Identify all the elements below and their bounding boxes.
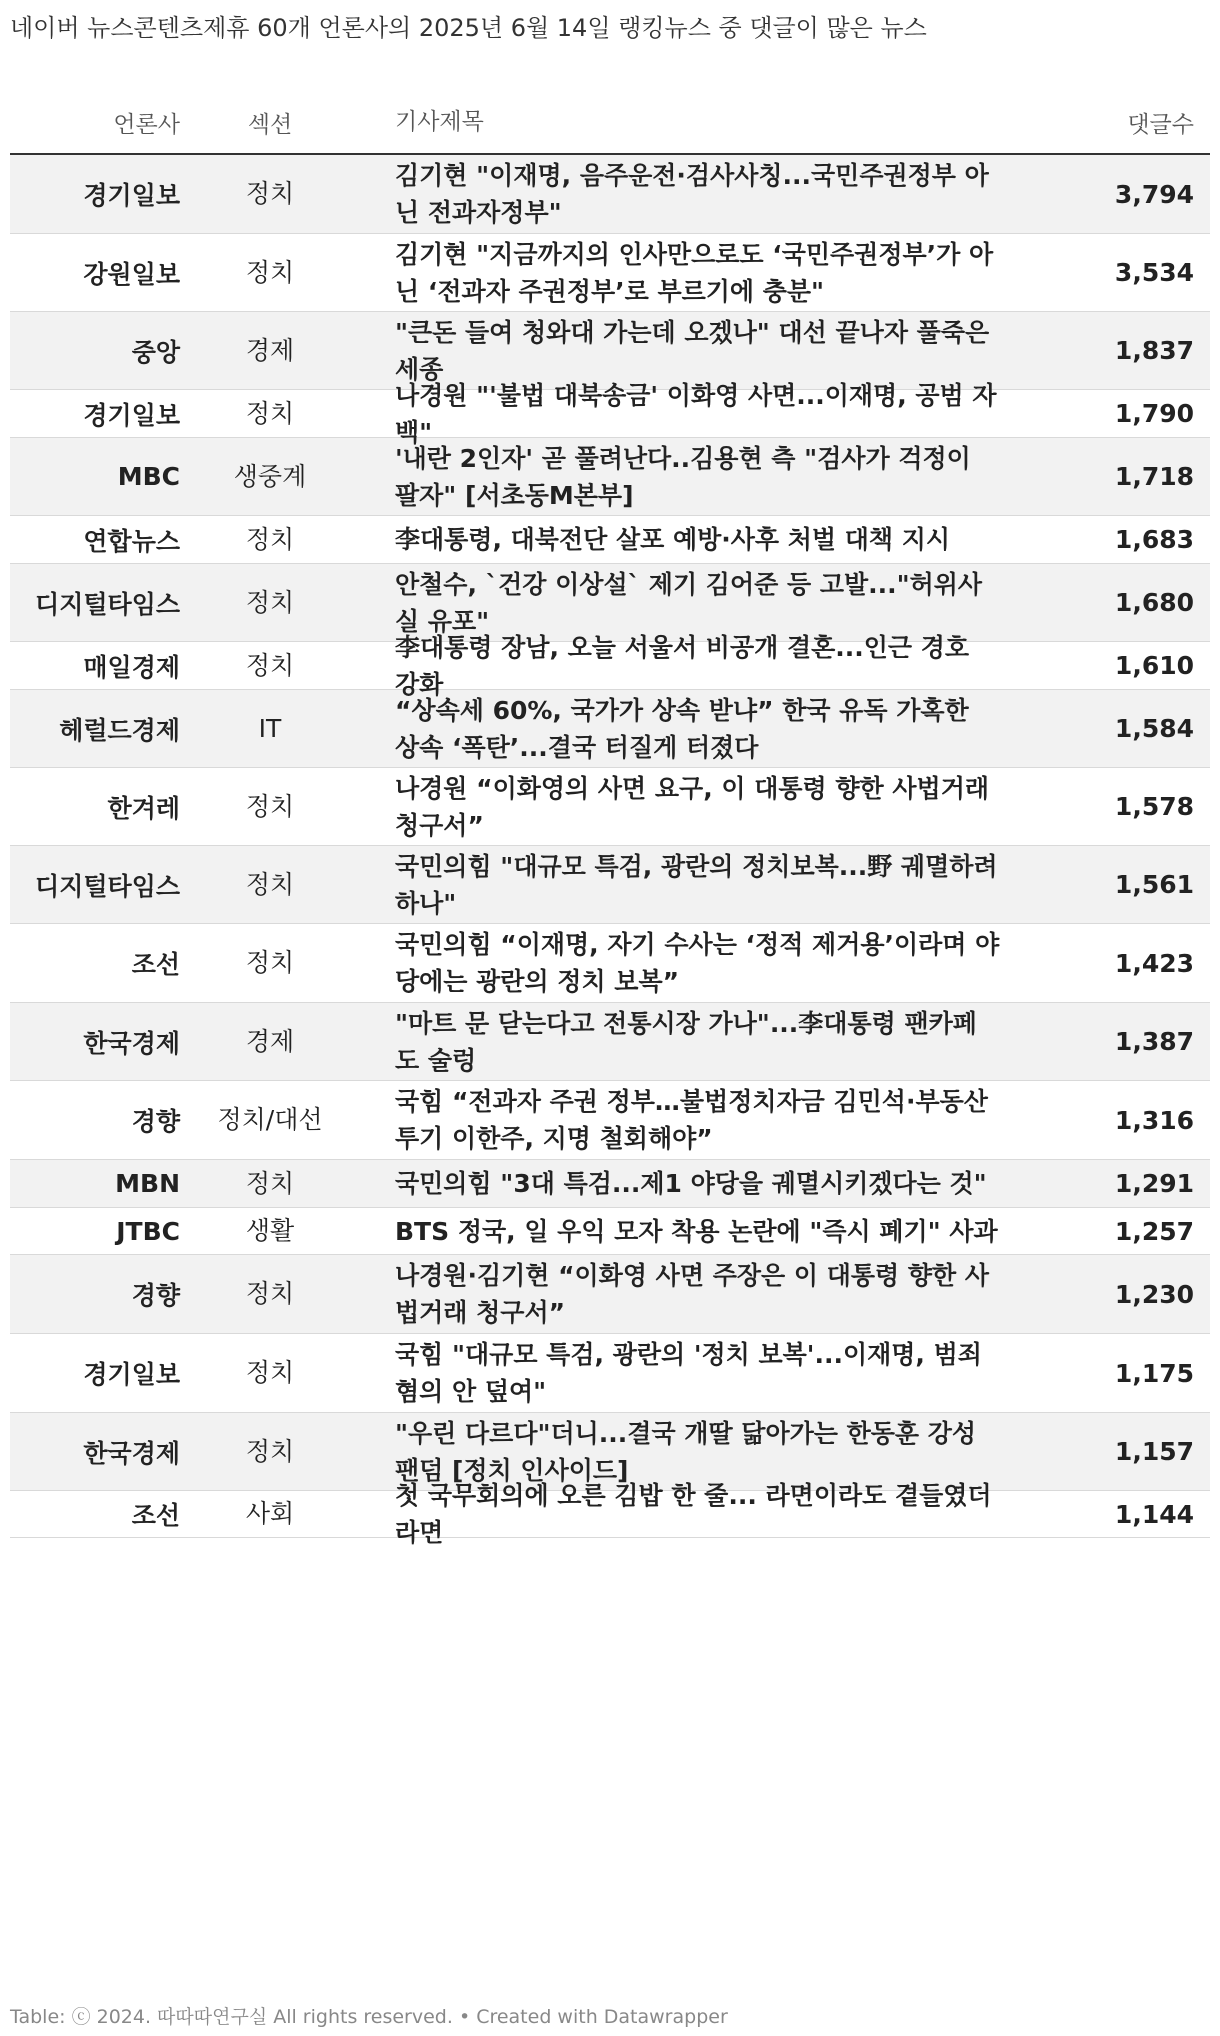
section-cell: 정치 <box>245 398 295 428</box>
section-cell: 생활 <box>245 1216 295 1245</box>
comment-count-cell: 1,718 <box>1114 462 1194 491</box>
article-title-cell: 국민의힘 "대규모 특검, 광란의 정치보복...野 궤멸하려 하나" <box>395 851 998 918</box>
article-title-cell: '내란 2인자' 곧 풀려난다..김용현 측 "검사가 걱정이 팔자" [서초동M본부] <box>395 443 971 510</box>
comment-count-cell: 1,257 <box>1114 1216 1194 1246</box>
publisher-cell: MBC <box>117 462 180 491</box>
article-title-cell: 국민의힘 “이재명, 자기 수사는 ‘정적 제거용’이라며 야당에는 광란의 정치 보복” <box>395 930 1000 996</box>
article-title-cell: 나경원 "'불법 대북송금' 이화영 사면...이재명, 공범 자백" <box>395 380 997 447</box>
section-cell: 정치 <box>245 587 295 617</box>
table-row <box>10 155 1210 234</box>
comment-count-cell: 1,578 <box>1114 792 1194 821</box>
header-comments[interactable]: 댓글수 <box>1127 112 1194 138</box>
section-cell: 정치/대선 <box>217 1105 323 1134</box>
page-title: 네이버 뉴스콘텐츠제휴 60개 언론사의 2025년 6월 14일 랭킹뉴스 중 댓글이 많은 뉴스 <box>10 14 927 42</box>
comment-count-cell: 1,157 <box>1114 1437 1194 1466</box>
publisher-cell: 경기일보 <box>83 400 180 430</box>
table-row <box>10 1334 1210 1413</box>
comment-count-cell: 1,175 <box>1114 1358 1194 1388</box>
table-row <box>10 380 1210 447</box>
table-row <box>10 1481 1210 1547</box>
article-title-cell: 나경원·김기현 “이화영 사면 주장은 이 대통령 향한 사법거래 청구서” <box>395 1261 990 1327</box>
publisher-cell: 중앙 <box>131 337 180 367</box>
table-row <box>10 1081 1210 1160</box>
publisher-cell: 헤럴드경제 <box>59 715 180 745</box>
article-title-cell: 국힘 “전과자 주권 정부…불법정치자금 김민석·부동산 투기 이한주, 지명 철회해야” <box>395 1087 988 1153</box>
table-body <box>10 155 1210 1547</box>
table-row <box>10 1208 1210 1255</box>
article-title-cell: "우린 다르다"더니...결국 개딸 닮아가는 한동훈 강성 팬덤 [정치 인사이드] <box>395 1418 977 1485</box>
publisher-cell: 연합뉴스 <box>83 526 180 556</box>
section-cell: 정치 <box>245 1358 295 1387</box>
publisher-cell: 한겨레 <box>107 793 180 823</box>
article-title-cell: "큰돈 들여 청와대 가는데 오겠나" 대선 끝나자 풀죽은 세종 <box>395 317 990 384</box>
comment-count-cell: 1,387 <box>1114 1027 1194 1056</box>
table-row <box>10 924 1210 1003</box>
publisher-cell: MBN <box>115 1169 180 1198</box>
section-cell: 경제 <box>245 1026 295 1056</box>
publisher-cell: 한국경제 <box>83 1028 180 1058</box>
comment-count-cell: 1,423 <box>1114 948 1194 978</box>
comment-count-cell: 1,144 <box>1114 1499 1194 1529</box>
comment-count-cell: 1,230 <box>1114 1279 1194 1309</box>
publisher-cell: 디지털타임스 <box>35 589 180 619</box>
article-title-cell: “상속세 60%, 국가가 상속 받냐” 한국 유독 가혹한 상속 ‘폭탄’...결국 터질게 터졌다 <box>395 695 969 762</box>
header-section[interactable]: 섹션 <box>247 112 293 138</box>
header-title[interactable]: 기사제목 <box>395 109 484 135</box>
section-cell: 정치 <box>245 1436 295 1466</box>
table-row <box>10 768 1210 846</box>
article-title-cell: 李대통령 장남, 오늘 서울서 비공개 결혼...인근 경호 강화 <box>395 632 970 699</box>
publisher-cell: 디지털타임스 <box>35 871 180 901</box>
table-row <box>10 1003 1210 1081</box>
publisher-cell: 경향 <box>131 1107 180 1136</box>
table-row <box>10 1160 1210 1208</box>
article-title-cell: 국힘 "대규모 특검, 광란의 '정치 보복'...이재명, 범죄 혐의 안 덮여" <box>395 1340 982 1406</box>
article-title-cell: 김기현 "이재명, 음주운전·검사사칭...국민주권정부 아닌 전과자정부" <box>395 161 989 227</box>
publisher-cell: 경기일보 <box>83 1360 180 1389</box>
section-cell: 사회 <box>245 1499 295 1528</box>
section-cell: 정치 <box>245 650 295 680</box>
publisher-cell: 경향 <box>131 1281 180 1310</box>
comment-count-cell: 1,680 <box>1114 588 1194 617</box>
table-row <box>10 632 1210 699</box>
article-title-cell: 첫 국무회의에 오른 김밥 한 줄... 라면이라도 곁들였더라면 <box>395 1481 992 1547</box>
section-cell: 정치 <box>245 179 295 208</box>
table-row <box>10 234 1210 312</box>
section-cell: 정치 <box>245 1168 295 1198</box>
article-title-cell: 국민의힘 "3대 특검...제1 야당을 궤멸시키겠다는 것" <box>395 1169 987 1198</box>
publisher-cell: 매일경제 <box>83 652 180 682</box>
section-cell: 정치 <box>245 791 295 821</box>
table-row <box>10 1255 1210 1334</box>
section-cell: 정치 <box>245 257 295 287</box>
comment-count-cell: 3,534 <box>1114 258 1194 287</box>
table-row <box>10 516 1210 564</box>
section-cell: 정치 <box>245 524 295 554</box>
table-header <box>10 92 1210 155</box>
comment-count-cell: 1,837 <box>1114 336 1194 365</box>
section-cell: IT <box>258 713 282 743</box>
publisher-cell: 강원일보 <box>83 259 180 289</box>
comment-count-cell: 1,316 <box>1114 1105 1194 1135</box>
comment-count-cell: 1,291 <box>1114 1169 1194 1198</box>
article-title-cell: 안철수, `건강 이상설` 제기 김어준 등 고발..."허위사실 유포" <box>395 569 983 636</box>
comments-table <box>10 92 1210 1547</box>
comment-count-cell: 1,683 <box>1114 525 1194 554</box>
section-cell: 정치 <box>245 869 295 899</box>
section-cell: 경제 <box>245 335 295 365</box>
comment-count-cell: 1,561 <box>1114 870 1194 899</box>
section-cell: 정치 <box>245 948 295 977</box>
comment-count-cell: 1,584 <box>1114 714 1194 743</box>
table-row <box>10 690 1210 768</box>
section-cell: 생중계 <box>233 461 307 491</box>
article-title-cell: 나경원 “이화영의 사면 요구, 이 대통령 향한 사법거래 청구서” <box>395 773 990 840</box>
table-row <box>10 846 1210 924</box>
section-cell: 정치 <box>245 1279 295 1308</box>
publisher-cell: 조선 <box>131 950 180 979</box>
article-title-cell: "마트 문 닫는다고 전통시장 가나"...李대통령 팬카페도 술렁 <box>395 1008 977 1075</box>
publisher-cell: 조선 <box>131 1501 180 1530</box>
article-title-cell: BTS 정국, 일 우익 모자 착용 논란에 "즉시 폐기" 사과 <box>395 1216 998 1246</box>
table-row <box>10 438 1210 516</box>
publisher-cell: JTBC <box>116 1216 180 1246</box>
article-title-cell: 李대통령, 대북전단 살포 예방·사후 처벌 대책 지시 <box>395 525 951 554</box>
footer-credit: Table: ⓒ 2024. 따따따연구실 All rights reserved. • Created with Datawrapper <box>10 2006 728 2028</box>
header-publisher[interactable]: 언론사 <box>113 112 180 138</box>
comment-count-cell: 1,790 <box>1114 399 1194 428</box>
article-title-cell: 김기현 "지금까지의 인사만으로도 ‘국민주권정부’가 아닌 ‘전과자 주권정부’로 부르기에 충분" <box>395 239 994 306</box>
publisher-cell: 한국경제 <box>83 1438 180 1468</box>
publisher-cell: 경기일보 <box>83 181 180 210</box>
comment-count-cell: 1,610 <box>1114 651 1194 680</box>
comment-count-cell: 3,794 <box>1114 179 1194 209</box>
